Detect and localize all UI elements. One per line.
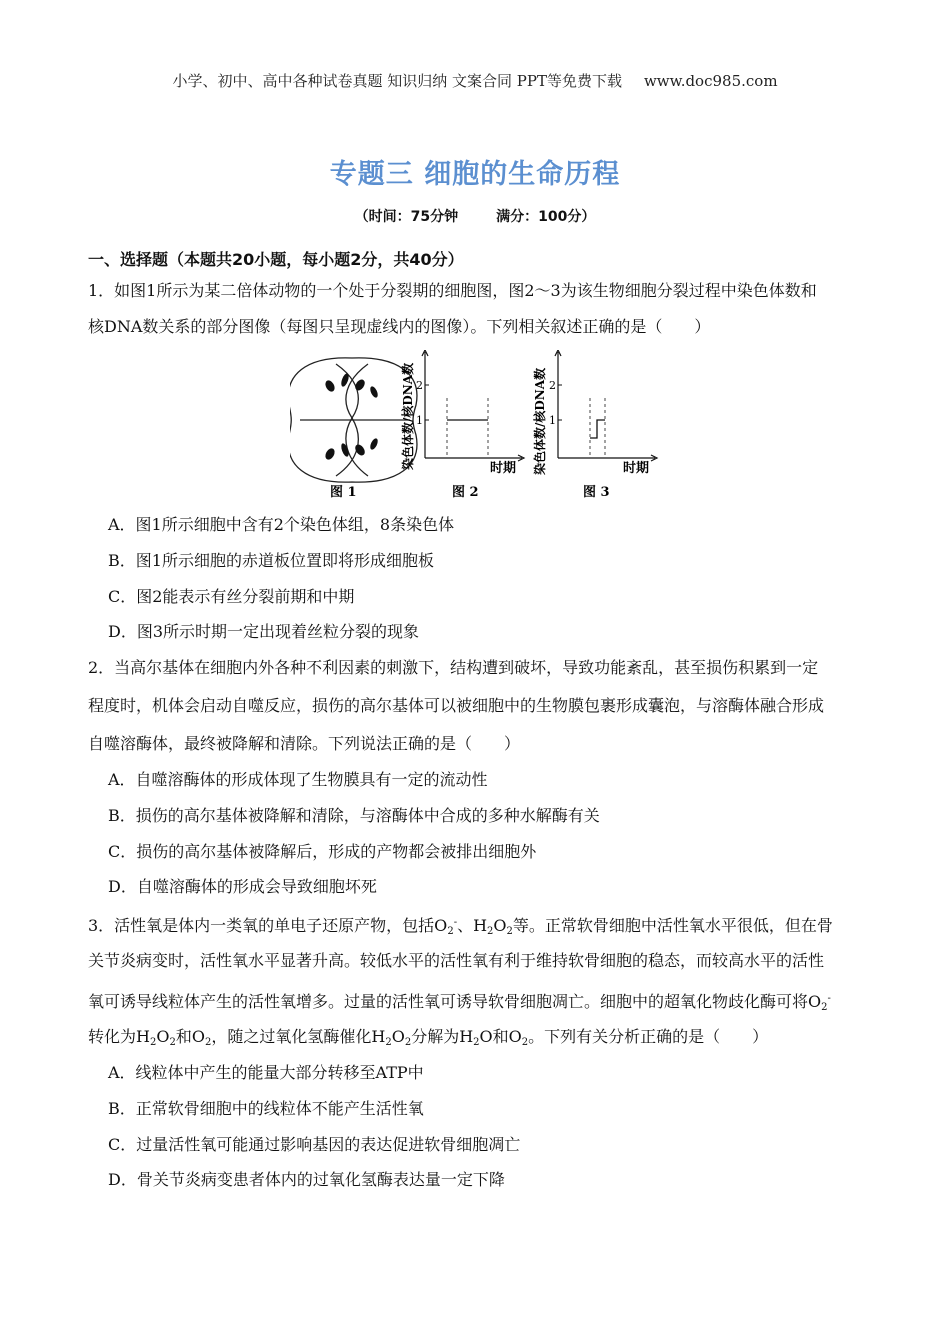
fig3-chart <box>532 350 657 500</box>
q2-option-a: A．自噬溶酶体的形成体现了生物膜具有一定的流动性 <box>108 770 488 789</box>
q2-stem-line2: 程度时，机体会启动自噬反应，损伤的高尔基体可以被细胞中的生物膜包裹形成囊泡，与溶酶体融合形成 <box>88 696 825 715</box>
exam-score: 满分：100分） <box>496 209 596 225</box>
q1-option-a: A．图1所示细胞中含有2个染色体组，8条染色体 <box>108 515 455 534</box>
fig3-xlabel: 时期 <box>623 461 650 476</box>
q2-option-d: D．自噬溶酶体的形成会导致细胞坏死 <box>108 877 377 896</box>
section-heading: 一、选择题（本题共20小题，每小题2分，共40分） <box>88 250 464 269</box>
q3-stem-line3: 氧可诱导线粒体产生的活性氧增多。过量的活性氧可诱导软骨细胞凋亡。细胞中的超氧化物歧化酶可将$O_2^-$ <box>88 992 831 1013</box>
q2-stem-line1: 2．当高尔基体在细胞内外各种不利因素的刺激下，结构遭到破坏，导致功能紊乱，甚至损伤积累到一定 <box>88 658 819 677</box>
fig2-tick-2: 2 <box>416 379 423 392</box>
q1-option-b: B．图1所示细胞的赤道板位置即将形成细胞板 <box>108 551 434 570</box>
q2-option-b: B．损伤的高尔基体被降解和清除，与溶酶体中合成的多种水解酶有关 <box>108 806 600 825</box>
q3-stem-line4: 转化为$H_2O_2$和$O_2$，随之过氧化氢酶催化$H_2O_2$分解为$H_2O$和$O_2$。下列有关分析正确的是（ ） <box>88 1027 769 1048</box>
q1-figure <box>290 350 670 500</box>
q3-option-d: D．骨关节炎病变患者体内的过氧化氢酶表达量一定下降 <box>108 1170 505 1189</box>
q1-option-d: D．图3所示时期一定出现着丝粒分裂的现象 <box>108 622 420 641</box>
fig2-xlabel: 时期 <box>490 461 517 476</box>
header-site: www.doc985.com <box>643 72 778 90</box>
q2-option-c: C．损伤的高尔基体被降解后，形成的产物都会被排出细胞外 <box>108 842 537 861</box>
fig2-chart <box>400 350 524 500</box>
fig2-label: 图 2 <box>452 485 479 500</box>
fig3-label: 图 3 <box>583 485 610 500</box>
q2-stem-line3: 自噬溶酶体，最终被降解和清除。下列说法正确的是（ ） <box>88 734 521 753</box>
q3-option-b: B．正常软骨细胞中的线粒体不能产生活性氧 <box>108 1099 424 1118</box>
fig1-label: 图 1 <box>330 485 357 500</box>
q1-stem-line2: 核DNA数关系的部分图像（每图只呈现虚线内的图像）。下列相关叙述正确的是（ ） <box>88 317 711 336</box>
fig1-cell-diagram <box>290 358 417 482</box>
fig2-ylabel: 染色体数/核DNA数 <box>401 362 415 470</box>
fig3-tick-1: 1 <box>549 414 556 427</box>
fig3-ylabel: 染色体数/核DNA数 <box>533 367 547 475</box>
fig3-line <box>590 420 605 438</box>
fig2-tick-1: 1 <box>416 414 423 427</box>
page-title: 专题三 细胞的生命历程 <box>329 159 621 190</box>
page-header <box>0 70 950 91</box>
q3-stem-line1: 3．活性氧是体内一类氧的单电子还原产物，包括$O_2^-$、$H_2O_2$等。正常软骨细胞中活性氧水平很低，但在骨 <box>88 916 833 937</box>
q1-stem-line1: 1．如图1所示为某二倍体动物的一个处于分裂期的细胞图，图2～3为该生物细胞分裂过程中染色体数和 <box>88 281 817 300</box>
q3-option-c: C．过量活性氧可能通过影响基因的表达促进软骨细胞凋亡 <box>108 1135 521 1154</box>
exam-time: （时间：75分钟 <box>354 209 459 225</box>
header-text: 小学、初中、高中各种试卷真题 知识归纳 文案合同 PPT等免费下载 <box>172 72 622 90</box>
exam-meta <box>0 206 950 226</box>
q3-stem-line2: 关节炎病变时，活性氧水平显著升高。较低水平的活性氧有利于维持软骨细胞的稳态，而较高水平的活性 <box>88 951 825 970</box>
q1-option-c: C．图2能表示有丝分裂前期和中期 <box>108 587 355 606</box>
q3-option-a: A．线粒体中产生的能量大部分转移至ATP中 <box>108 1063 424 1082</box>
fig3-tick-2: 2 <box>549 379 556 392</box>
